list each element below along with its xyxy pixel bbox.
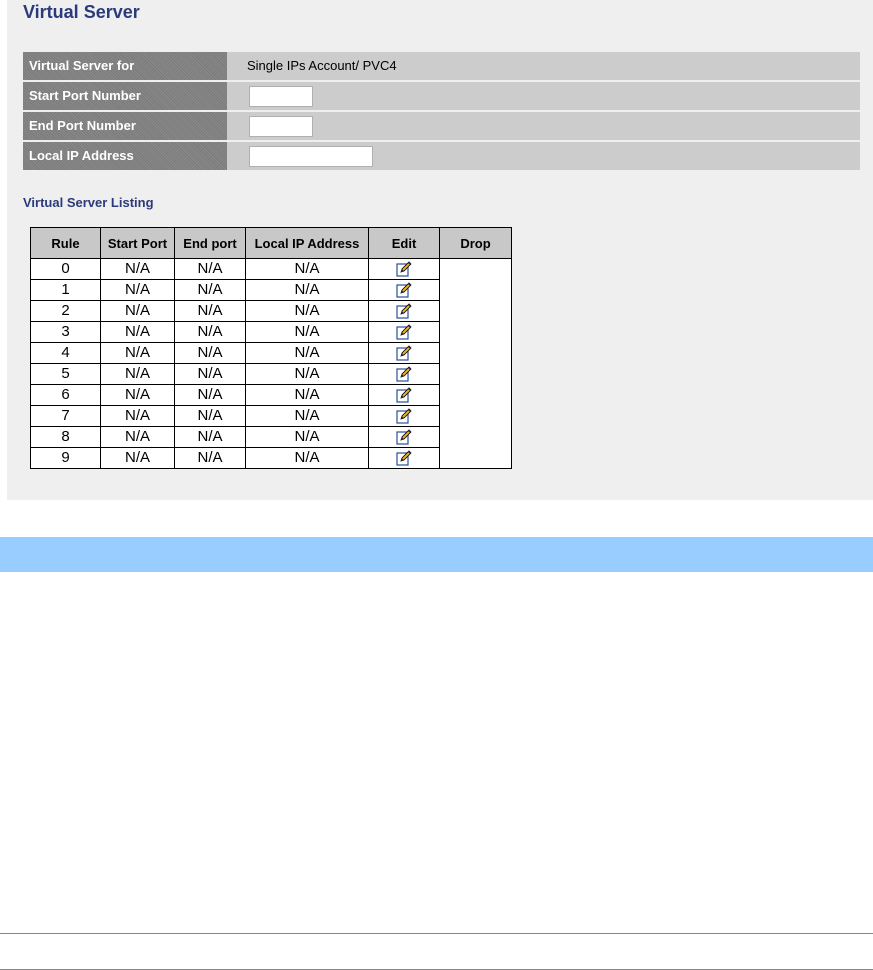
edit-cell (369, 301, 440, 322)
end-port-cell: N/A (175, 343, 246, 364)
start-port-label: Start Port Number (23, 82, 227, 110)
rule-cell: 9 (31, 448, 101, 469)
local-ip-cell: N/A (246, 385, 369, 406)
start-port-cell: N/A (101, 301, 175, 322)
start-port-cell: N/A (101, 406, 175, 427)
start-port-row (23, 82, 860, 110)
local-ip-input[interactable] (249, 146, 373, 167)
table-row (31, 322, 512, 343)
edit-pencil-icon[interactable] (396, 408, 412, 424)
edit-cell (369, 385, 440, 406)
table-row (31, 427, 512, 448)
local-ip-cell: N/A (246, 301, 369, 322)
edit-pencil-icon[interactable] (396, 387, 412, 403)
local-ip-cell: N/A (246, 280, 369, 301)
end-port-cell: N/A (175, 322, 246, 343)
rule-cell: 7 (31, 406, 101, 427)
start-port-cell: N/A (101, 364, 175, 385)
local-ip-cell: N/A (246, 343, 369, 364)
start-port-cell: N/A (101, 322, 175, 343)
edit-cell (369, 448, 440, 469)
end-port-cell: N/A (175, 448, 246, 469)
edit-pencil-icon[interactable] (396, 303, 412, 319)
column-header-edit: Edit (369, 228, 440, 259)
rule-cell: 4 (31, 343, 101, 364)
edit-cell (369, 427, 440, 448)
local-ip-cell: N/A (246, 427, 369, 448)
rule-cell: 1 (31, 280, 101, 301)
edit-cell (369, 364, 440, 385)
end-port-cell: N/A (175, 280, 246, 301)
start-port-cell: N/A (101, 259, 175, 280)
end-port-cell: N/A (175, 406, 246, 427)
divider-line (0, 933, 873, 934)
end-port-input[interactable] (249, 116, 313, 137)
start-port-cell: N/A (101, 427, 175, 448)
rule-cell: 3 (31, 322, 101, 343)
edit-pencil-icon[interactable] (396, 282, 412, 298)
table-row (31, 364, 512, 385)
table-row (31, 448, 512, 469)
table-row (31, 301, 512, 322)
rule-cell: 6 (31, 385, 101, 406)
local-ip-cell: N/A (246, 406, 369, 427)
local-ip-cell: N/A (246, 259, 369, 280)
edit-cell (369, 280, 440, 301)
virtual-server-for-row (23, 52, 860, 80)
column-header-local-ip: Local IP Address (246, 228, 369, 259)
local-ip-label: Local IP Address (23, 142, 227, 170)
local-ip-cell: N/A (246, 322, 369, 343)
virtual-server-for-value: Single IPs Account/ PVC4 (247, 58, 397, 73)
end-port-cell: N/A (175, 427, 246, 448)
end-port-cell: N/A (175, 364, 246, 385)
start-port-input[interactable] (249, 86, 313, 107)
column-header-end-port: End port (175, 228, 246, 259)
local-ip-cell: N/A (246, 364, 369, 385)
table-row (31, 259, 512, 280)
edit-cell (369, 343, 440, 364)
end-port-cell: N/A (175, 301, 246, 322)
edit-pencil-icon[interactable] (396, 261, 412, 277)
start-port-cell: N/A (101, 280, 175, 301)
local-ip-cell: N/A (246, 448, 369, 469)
rule-cell: 5 (31, 364, 101, 385)
end-port-label: End Port Number (23, 112, 227, 140)
rule-cell: 0 (31, 259, 101, 280)
table-row (31, 406, 512, 427)
edit-cell (369, 259, 440, 280)
drop-cell (440, 259, 512, 469)
rule-cell: 2 (31, 301, 101, 322)
table-row (31, 385, 512, 406)
edit-pencil-icon[interactable] (396, 324, 412, 340)
end-port-cell: N/A (175, 259, 246, 280)
virtual-server-for-label: Virtual Server for (23, 52, 227, 80)
end-port-cell: N/A (175, 385, 246, 406)
table-header-row (31, 228, 512, 259)
virtual-server-listing-table (30, 227, 512, 469)
table-row (31, 280, 512, 301)
start-port-cell: N/A (101, 385, 175, 406)
edit-pencil-icon[interactable] (396, 345, 412, 361)
edit-pencil-icon[interactable] (396, 429, 412, 445)
edit-pencil-icon[interactable] (396, 450, 412, 466)
end-port-row (23, 112, 860, 140)
listing-title: Virtual Server Listing (23, 195, 154, 210)
rule-cell: 8 (31, 427, 101, 448)
table-row (31, 343, 512, 364)
start-port-cell: N/A (101, 448, 175, 469)
edit-pencil-icon[interactable] (396, 366, 412, 382)
edit-cell (369, 406, 440, 427)
local-ip-row (23, 142, 860, 170)
column-header-start-port: Start Port (101, 228, 175, 259)
column-header-rule: Rule (31, 228, 101, 259)
column-header-drop: Drop (440, 228, 512, 259)
page-title: Virtual Server (23, 2, 140, 22)
virtual-server-panel (7, 0, 873, 500)
edit-cell (369, 322, 440, 343)
start-port-cell: N/A (101, 343, 175, 364)
footer-blue-bar (0, 537, 873, 572)
